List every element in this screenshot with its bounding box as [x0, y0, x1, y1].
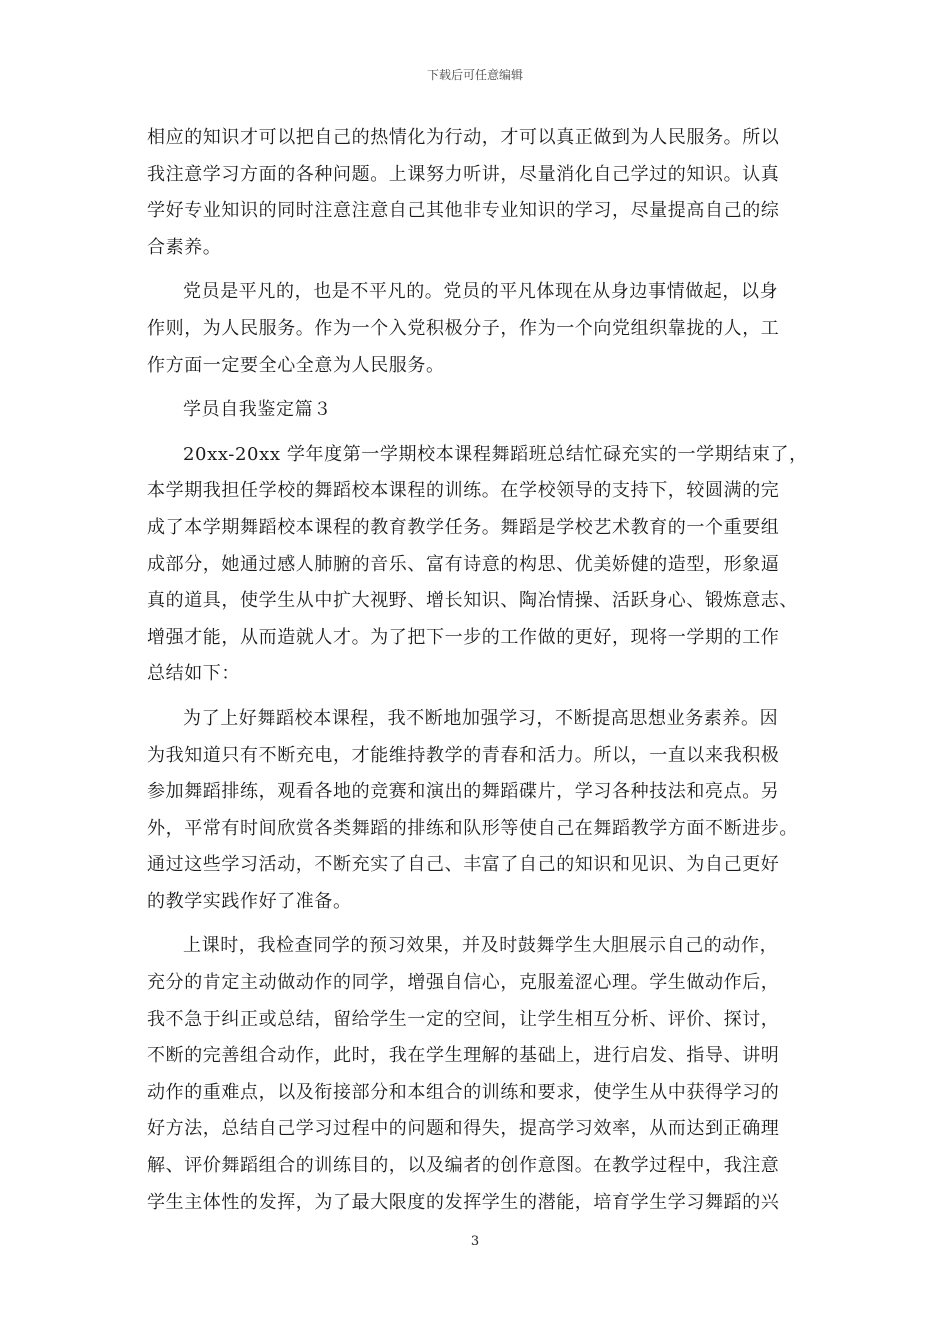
text-line: 本学期我担任学校的舞蹈校本课程的训练。在学校领导的支持下，较圆满的完 [147, 480, 780, 502]
text-line: 我注意学习方面的各种问题。上课努力听讲，尽量消化自己学过的知识。认真 [147, 163, 780, 185]
paragraph-1 [147, 120, 807, 266]
text-line: 充分的肯定主动做动作的同学，增强自信心，克服羞涩心理。学生做动作后， [147, 972, 780, 994]
page-number: 3 [470, 1234, 480, 1249]
text-line: 上课时，我检查同学的预习效果，并及时鼓舞学生大胆展示自己的动作， [183, 935, 779, 957]
paragraph-5 [147, 928, 807, 1221]
text-line: 真的道具，使学生从中扩大视野、增长知识、陶冶情操、活跃身心、锻炼意志、 [147, 590, 798, 612]
text-line: 动作的重难点，以及衔接部分和本组合的训练和要求，使学生从中获得学习的 [147, 1081, 780, 1103]
text-line: 合素养。 [147, 236, 222, 258]
text-line: 成部分，她通过感人肺腑的音乐、富有诗意的构思、优美娇健的造型，形象逼 [147, 553, 780, 575]
text-line: 学生主体性的发挥，为了最大限度的发挥学生的潜能，培育学生学习舞蹈的兴 [147, 1191, 780, 1213]
paragraph-3 [147, 437, 807, 693]
text-line: 通过这些学习活动，不断充实了自己、丰富了自己的知识和见识、为自己更好 [147, 854, 780, 876]
text-line: 外，平常有时间欣赏各类舞蹈的排练和队形等使自己在舞蹈教学方面不断进步。 [147, 817, 798, 839]
text-line: 解、评价舞蹈组合的训练目的，以及编者的创作意图。在教学过程中，我注意 [147, 1155, 780, 1177]
text-line: 好方法，总结自己学习过程中的问题和得失，提高学习效率，从而达到正确理 [147, 1118, 780, 1140]
text-line: 的教学实践作好了准备。 [147, 890, 352, 912]
text-line: 作则，为人民服务。作为一个入党积极分子，作为一个向党组织靠拢的人，工 [147, 317, 780, 339]
text-line: 增强才能，从而造就人才。为了把下一步的工作做的更好，现将一学期的工作 [147, 626, 780, 648]
text-line: 为了上好舞蹈校本课程，我不断地加强学习，不断提高思想业务素养。因 [183, 707, 779, 729]
text-line: 学好专业知识的同时注意注意自己其他非专业知识的学习，尽量提高自己的综 [147, 200, 780, 222]
text-line: 相应的知识才可以把自己的热情化为行动，才可以真正做到为人民服务。所以 [147, 127, 780, 148]
paragraph-4 [147, 701, 807, 921]
page-header: 下载后可任意编辑 [426, 68, 523, 82]
text-line: 作方面一定要全心全意为人民服务。 [147, 354, 445, 376]
text-line: 我不急于纠正或总结，留给学生一定的空间，让学生相互分析、评价、探讨， [147, 1008, 780, 1030]
text-line: 参加舞蹈排练，观看各地的竞赛和演出的舞蹈碟片，学习各种技法和亮点。另 [147, 781, 780, 803]
text-line: 党员是平凡的，也是不平凡的。党员的平凡体现在从身边事情做起，以身 [183, 281, 779, 303]
section-heading [147, 392, 807, 429]
section-heading-text: 学员自我鉴定篇３ [183, 399, 332, 421]
paragraph-2 [147, 274, 807, 384]
text-line: 成了本学期舞蹈校本课程的教育教学任务。舞蹈是学校艺术教育的一个重要组 [147, 516, 780, 538]
text-line: 20xx-20xx 学年度第一学期校本课程舞蹈班总结忙碌充实的一学期结束了， [183, 443, 808, 465]
text-line: 总结如下： [147, 663, 240, 685]
text-line: 不断的完善组合动作，此时，我在学生理解的基础上，进行启发、指导、讲明 [147, 1045, 780, 1067]
document-body [147, 120, 807, 1221]
text-line: 为我知道只有不断充电，才能维持教学的青春和活力。所以，一直以来我积极 [147, 744, 780, 766]
